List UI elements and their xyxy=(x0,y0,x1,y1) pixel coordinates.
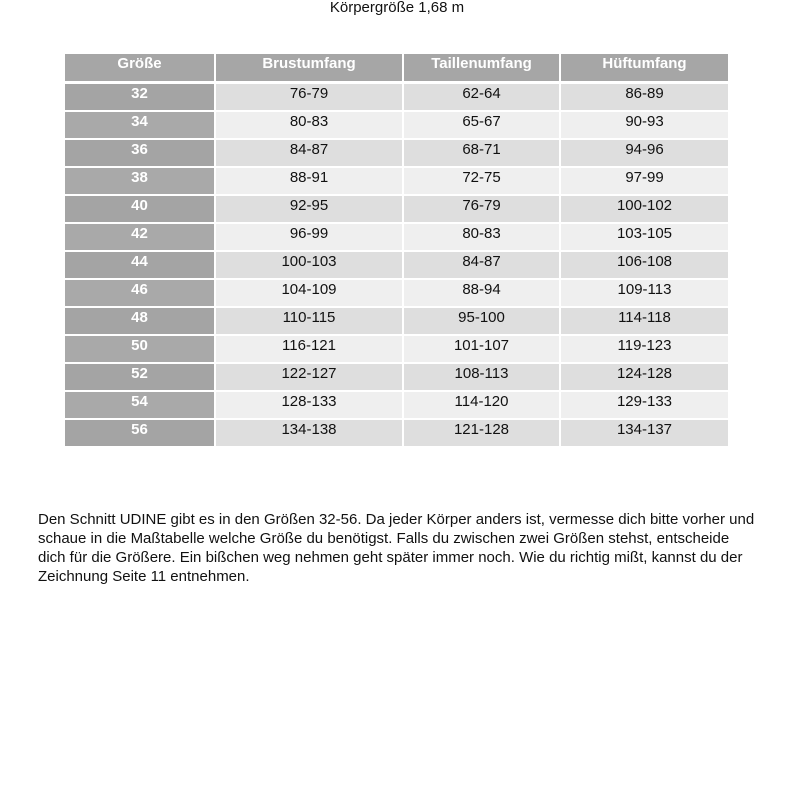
header-waist: Taillenumfang xyxy=(404,54,561,84)
page-title: Körpergröße 1,68 m xyxy=(329,0,465,16)
size-cell: 36 xyxy=(65,140,216,168)
table-row xyxy=(65,280,728,308)
chest-cell: 104-109 xyxy=(216,280,404,308)
hip-cell: 114-118 xyxy=(561,308,728,336)
chest-cell: 80-83 xyxy=(216,112,404,140)
header-hip: Hüftumfang xyxy=(561,54,728,84)
table-row xyxy=(65,252,728,280)
chest-cell: 134-138 xyxy=(216,420,404,448)
waist-cell: 65-67 xyxy=(404,112,561,140)
waist-cell: 72-75 xyxy=(404,168,561,196)
size-cell: 46 xyxy=(65,280,216,308)
waist-cell: 121-128 xyxy=(404,420,561,448)
waist-cell: 76-79 xyxy=(404,196,561,224)
hip-cell: 109-113 xyxy=(561,280,728,308)
hip-cell: 134-137 xyxy=(561,420,728,448)
table-row xyxy=(65,112,728,140)
waist-cell: 114-120 xyxy=(404,392,561,420)
waist-cell: 101-107 xyxy=(404,336,561,364)
chest-cell: 122-127 xyxy=(216,364,404,392)
hip-cell: 103-105 xyxy=(561,224,728,252)
table-row xyxy=(65,308,728,336)
size-cell: 52 xyxy=(65,364,216,392)
table-row xyxy=(65,336,728,364)
header-chest: Brustumfang xyxy=(216,54,404,84)
size-chart-table xyxy=(65,54,728,448)
chest-cell: 96-99 xyxy=(216,224,404,252)
hip-cell: 90-93 xyxy=(561,112,728,140)
waist-cell: 88-94 xyxy=(404,280,561,308)
chest-cell: 88-91 xyxy=(216,168,404,196)
table-row xyxy=(65,224,728,252)
header-size: Größe xyxy=(65,54,216,84)
chest-cell: 116-121 xyxy=(216,336,404,364)
size-cell: 34 xyxy=(65,112,216,140)
size-cell: 42 xyxy=(65,224,216,252)
table-row xyxy=(65,392,728,420)
waist-cell: 62-64 xyxy=(404,84,561,112)
hip-cell: 119-123 xyxy=(561,336,728,364)
waist-cell: 80-83 xyxy=(404,224,561,252)
waist-cell: 68-71 xyxy=(404,140,561,168)
chest-cell: 100-103 xyxy=(216,252,404,280)
table-row xyxy=(65,420,728,448)
waist-cell: 108-113 xyxy=(404,364,561,392)
description-text: Den Schnitt UDINE gibt es in den Größen 32-56. Da jeder Körper anders ist, vermesse dich bitte vorher und schaue in die Maßtabelle welche Größe du benötigst. Falls du zwischen zwei Größen stehst, entscheide dich für die Größere. Ein bißchen weg nehmen geht später immer noch. Wie du richtig mißt, kannst du der Zeichnung Seite 11 entnehmen. xyxy=(38,511,755,585)
chest-cell: 110-115 xyxy=(216,308,404,336)
size-cell: 56 xyxy=(65,420,216,448)
hip-cell: 124-128 xyxy=(561,364,728,392)
table-row xyxy=(65,364,728,392)
hip-cell: 129-133 xyxy=(561,392,728,420)
size-cell: 50 xyxy=(65,336,216,364)
table-row xyxy=(65,196,728,224)
size-cell: 32 xyxy=(65,84,216,112)
size-cell: 44 xyxy=(65,252,216,280)
chest-cell: 84-87 xyxy=(216,140,404,168)
hip-cell: 86-89 xyxy=(561,84,728,112)
hip-cell: 94-96 xyxy=(561,140,728,168)
size-cell: 38 xyxy=(65,168,216,196)
size-cell: 54 xyxy=(65,392,216,420)
table-header-row xyxy=(65,54,728,84)
hip-cell: 100-102 xyxy=(561,196,728,224)
table-row xyxy=(65,168,728,196)
waist-cell: 84-87 xyxy=(404,252,561,280)
hip-cell: 97-99 xyxy=(561,168,728,196)
chest-cell: 76-79 xyxy=(216,84,404,112)
size-cell: 40 xyxy=(65,196,216,224)
hip-cell: 106-108 xyxy=(561,252,728,280)
table-row xyxy=(65,140,728,168)
waist-cell: 95-100 xyxy=(404,308,561,336)
chest-cell: 128-133 xyxy=(216,392,404,420)
table-row xyxy=(65,84,728,112)
chest-cell: 92-95 xyxy=(216,196,404,224)
size-cell: 48 xyxy=(65,308,216,336)
